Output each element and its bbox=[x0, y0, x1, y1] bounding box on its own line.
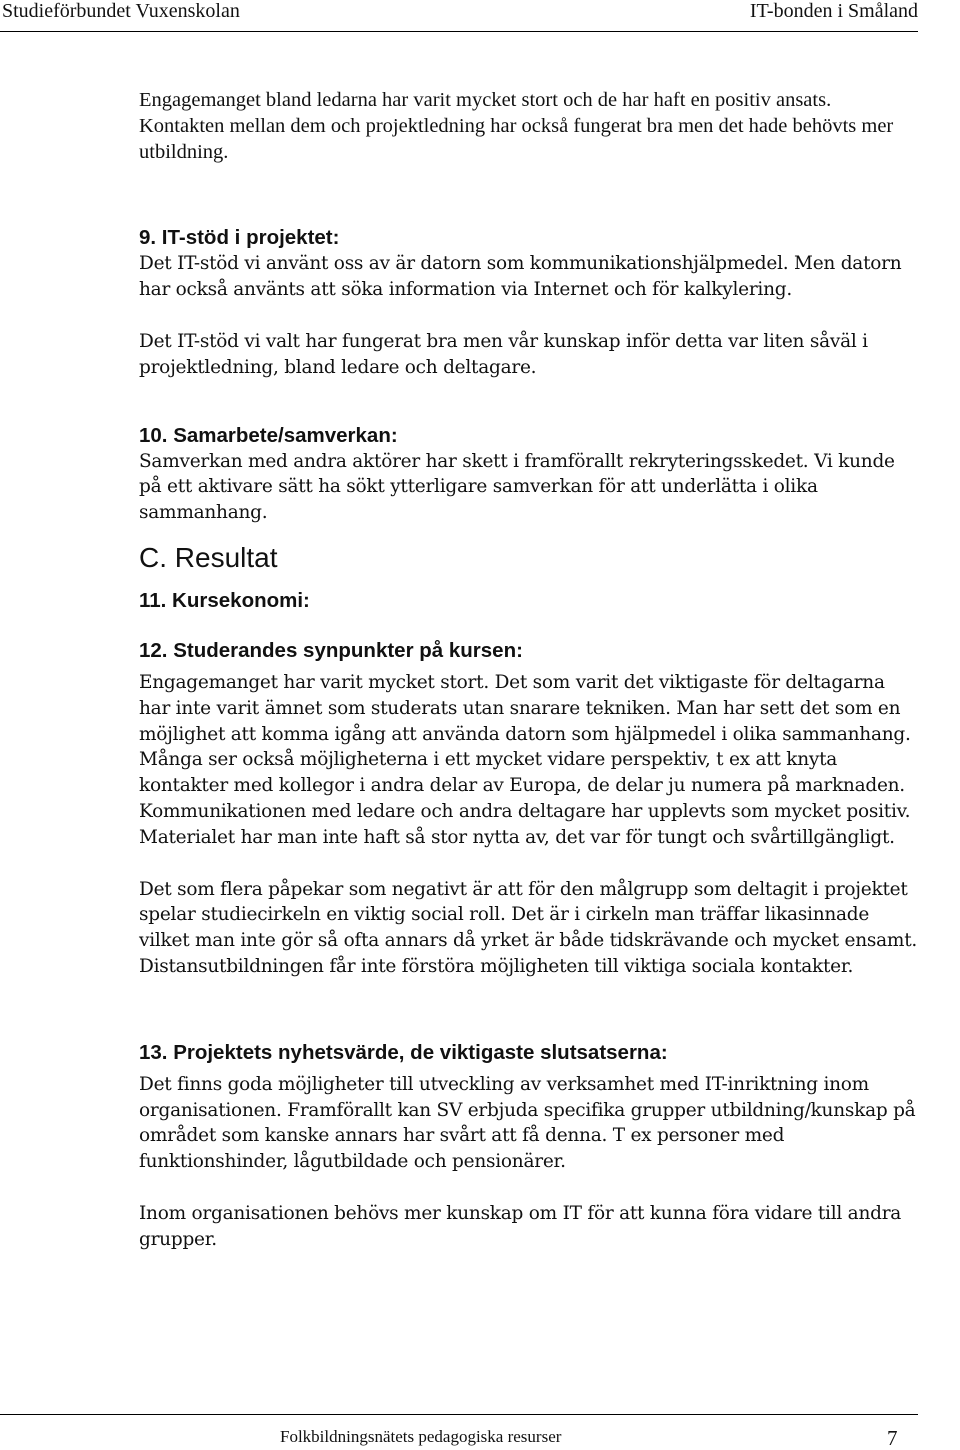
footer-source: Folkbildningsnätets pedagogiska resurser bbox=[280, 1427, 562, 1446]
header-project-title: IT-bonden i Småland bbox=[749, 0, 918, 22]
page-number: 7 bbox=[887, 1426, 898, 1450]
section-11-heading: 11. Kursekonomi: bbox=[139, 588, 310, 612]
section-13-heading: 13. Projektets nyhetsvärde, de viktigaste slutsatserna: bbox=[139, 1040, 668, 1064]
section-c-heading: C. Resultat bbox=[139, 541, 278, 573]
section-10-heading: 10. Samarbete/samverkan: bbox=[139, 423, 398, 447]
section-9-heading: 9. IT-stöd i projektet: bbox=[139, 226, 340, 250]
header-divider bbox=[0, 31, 918, 32]
document-body bbox=[139, 88, 919, 1253]
page-footer bbox=[0, 1404, 960, 1450]
section-13-paragraph-1: Det finns goda möjligheter till utveckling av verksamhet med IT-inriktning inom organisationen. Framförallt kan SV erbjuda specifika grupper utbildning/kunskap på området som kanske annars har svårt att få denna. T ex personer med funktionshinder, lågutbildade och pensionärer. bbox=[139, 1073, 916, 1173]
section-13-paragraph-2: Inom organisationen behövs mer kunskap om IT för att kunna föra vidare till andra grupper. bbox=[139, 1202, 902, 1250]
footer-divider bbox=[0, 1414, 918, 1415]
page-header bbox=[0, 0, 960, 36]
section-12-heading: 12. Studerandes synpunkter på kursen: bbox=[139, 638, 523, 662]
section-10-paragraph-1: Samverkan med andra aktörer har skett i framförallt rekryteringsskedet. Vi kunde på ett aktivare sätt ha sökt ytterligare samverkan för att underlätta i olika sammanhang. bbox=[139, 450, 895, 524]
section-9-paragraph-1: Det IT-stöd vi använt oss av är datorn som kommunikationshjälpmedel. Men datorn har också använts att söka information via Internet och för kalkylering. bbox=[139, 253, 902, 301]
intro-paragraph: Engagemanget bland ledarna har varit mycket stort och de har haft en positiv ansats. Kontakten mellan dem och projektledning har också fungerat bra men det hade behövts mer utbildning. bbox=[139, 89, 894, 163]
section-12-paragraph-1: Engagemanget har varit mycket stort. Det som varit det viktigaste för deltagarna har inte varit ämnet som studerats utan snarare tekniken. Man har sett det som en möjlighet att komma igång att använda datorn som hjälpmedel i olika sammanhang. Många ser också möjligheterna i ett mycket vidare perspektiv, t ex att knyta kontakter med kollegor i andra delar av Europa, de delar ju numera på marknaden. Kommunikationen med ledare och andra deltagare har upplevts som mycket positiv. Materialet har man inte haft så stor nytta av, det var för tungt och svårtillgängligt. bbox=[139, 671, 911, 848]
section-12-paragraph-2: Det som flera påpekar som negativt är att för den målgrupp som deltagit i projektet spelar studiecirkeln en viktig social roll. Det är i cirkeln man träffar likasinnade vilket man inte gör så ofta annars då yrket är både tidskrävande och mycket ensamt. Distansutbildningen får inte förstöra möjligheten till viktiga sociala kontakter. bbox=[139, 878, 918, 977]
section-9-paragraph-2: Det IT-stöd vi valt har fungerat bra men vår kunskap inför detta var liten såväl i projektledning, bland ledare och deltagare. bbox=[139, 330, 868, 378]
header-organization: Studieförbundet Vuxenskolan bbox=[2, 0, 240, 22]
